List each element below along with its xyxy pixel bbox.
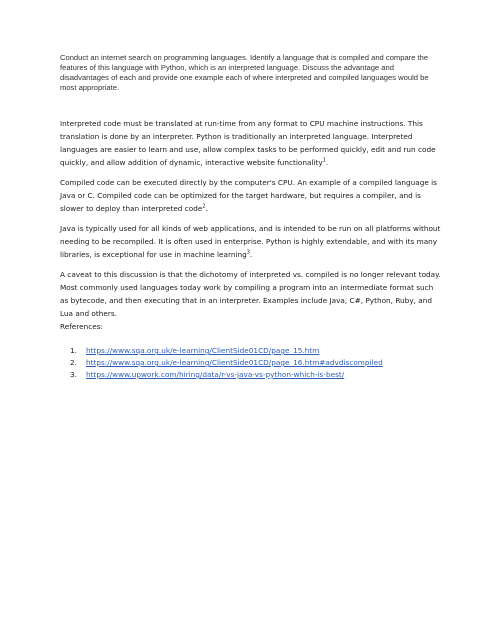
paragraph-caveat: A caveat to this discussion is that the dichotomy of interpreted vs. compiled is no longer relevant today. Most commonly used languages today work by compiling a program into an intermediate format such as bytecode, and then executing that in an interpreter. Examples include Java, C#, Python, Ruby, and Lua and others. [60, 270, 441, 318]
assignment-prompt: Conduct an internet search on programming languages. Identify a language that is compiled and compare the features of this language with Python, which is an interpreted language. Discuss the advantage and disadvantages of each and provide one example each of where interpreted and compiled languages would be most appropriate. [60, 53, 429, 92]
reference-item [70, 357, 450, 369]
reference-link[interactable]: https://www.upwork.com/hiring/data/r-vs-java-vs-python-which-is-best/ [86, 370, 345, 379]
reference-number: 2. [70, 358, 77, 367]
paragraph-interpreted: Interpreted code must be translated at run-time from any format to CPU machine instructions. This translation is done by an interpreter. Python is traditionally an interpreted language. Interpreted languages are easier to learn and use, allow complex tasks to be performed quickly, edit and run code quickly, and allow addition of dynamic, interactive website functionality$^1$. [60, 119, 436, 167]
reference-number: 3. [70, 370, 77, 379]
essay-body [60, 117, 442, 327]
reference-item [70, 345, 450, 357]
footnote-marker: 3 [246, 249, 250, 256]
references-heading: References: [60, 322, 104, 331]
references-list [70, 345, 450, 381]
footnote-marker: 2 [202, 203, 206, 210]
footnote-marker: 1 [322, 157, 326, 164]
paragraph-compiled: Compiled code can be executed directly by the computer's CPU. An example of a compiled language is Java or C. Compiled code can be optimized for the target hardware, but requires a compiler, and is slower to deploy than interpreted code$^2$. [60, 178, 437, 213]
reference-number: 1. [70, 346, 77, 355]
reference-link[interactable]: https://www.sqa.org.uk/e-learning/ClientSide01CD/page_16.htm#advdiscompiled [86, 358, 383, 367]
paragraph-java-python: Java is typically used for all kinds of web applications, and is intended to be run on all platforms without needing to be recompiled. It is often used in enterprise. Python is highly extendable, and with its many libraries, is exceptional for use in machine learning$^3$. [60, 224, 441, 259]
reference-item [70, 369, 450, 381]
reference-link[interactable]: https://www.sqa.org.uk/e-learning/ClientSide01CD/page_15.htm [86, 346, 320, 355]
